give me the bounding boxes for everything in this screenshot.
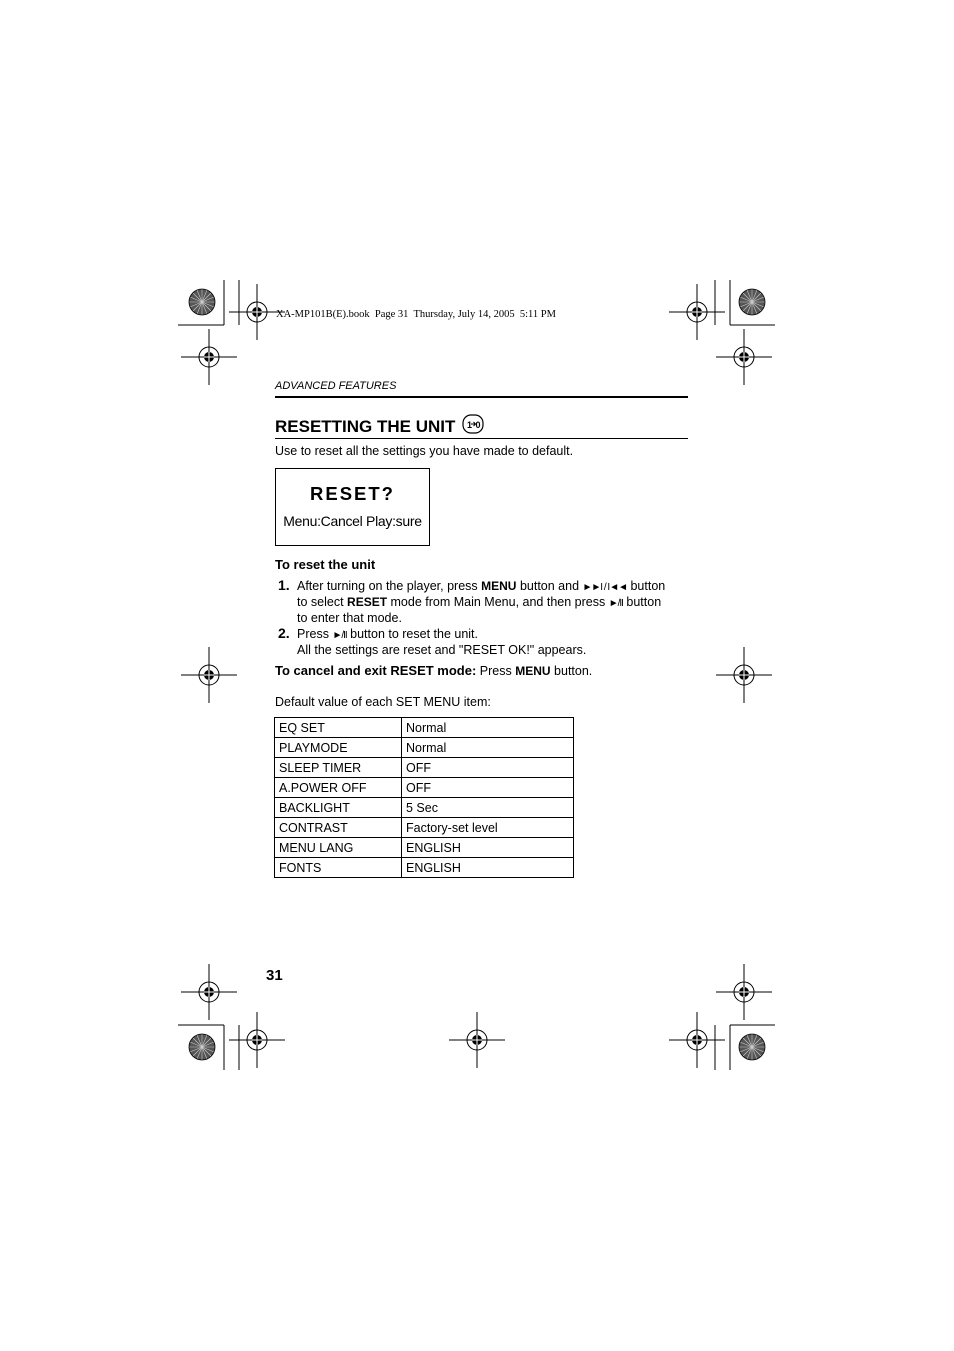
setting-name-cell: CONTRAST [275,818,402,838]
cancel-heading: To cancel and exit RESET mode: [275,663,477,678]
table-row [275,858,574,878]
defaults-table [274,717,574,878]
title-rule [275,438,688,439]
setting-value-cell: Factory-set level [402,818,574,838]
lcd-display-illustration [275,468,430,546]
setting-value-cell: ENGLISH [402,838,574,858]
setting-value-cell: ENGLISH [402,858,574,878]
intro-text: Use to reset all the settings you have made to default. [275,444,574,458]
step-number: 1. [278,577,290,593]
setting-value-cell: 5 Sec [402,798,574,818]
setting-value-cell: OFF [402,758,574,778]
setting-value-cell: OFF [402,778,574,798]
setting-value-cell: Normal [402,718,574,738]
svg-text:0: 0 [475,420,481,430]
table-row [275,718,574,738]
step-text: Press ►/II button to reset the unit. All the settings are reset and "RESET OK!" appears. [297,627,587,657]
table-row [275,758,574,778]
table-row [275,778,574,798]
setting-name-cell: SLEEP TIMER [275,758,402,778]
table-row [275,838,574,858]
step-text: After turning on the player, press MENU button and ►►I / I◄◄ button to select RESET mode from Main Menu, and then press ►/II button to enter that mode. [297,579,666,625]
setting-name-cell: A.POWER OFF [275,778,402,798]
menu-button-label: MENU [481,579,517,593]
svg-text:1: 1 [467,420,473,430]
setting-name-cell: PLAYMODE [275,738,402,758]
cancel-instruction: To cancel and exit RESET mode: Press MENU button. [275,663,593,678]
table-row [275,738,574,758]
page-number: 31 [266,967,283,984]
setting-name-cell: EQ SET [275,718,402,738]
table-row [275,818,574,838]
skip-buttons-icon: ►►I / I◄◄ [582,582,627,593]
book-file-info: XA-MP101B(E).book Page 31 Thursday, July 14, 2005 5:11 PM [276,309,556,320]
page-title: RESETTING THE UNIT [275,416,456,436]
step-number: 2. [278,625,290,641]
section-title-row [275,414,484,439]
menu-button-label: MENU [515,664,551,678]
section-label: ADVANCED FEATURES [275,380,397,392]
setting-name-cell: BACKLIGHT [275,798,402,818]
header-rule [275,396,688,398]
setting-name-cell: MENU LANG [275,838,402,858]
setting-value-cell: Normal [402,738,574,758]
lcd-line-2: Menu:Cancel Play:sure [283,513,422,529]
reset-mode-label: RESET [347,595,388,609]
subheading-reset: To reset the unit [275,557,376,572]
play-pause-icon: ►/II [332,630,347,641]
lcd-line-1: RESET? [310,483,395,504]
play-pause-icon: ►/II [608,598,623,609]
one-to-zero-icon [462,414,484,439]
setting-name-cell: FONTS [275,858,402,878]
defaults-caption: Default value of each SET MENU item: [275,695,491,709]
table-row [275,798,574,818]
